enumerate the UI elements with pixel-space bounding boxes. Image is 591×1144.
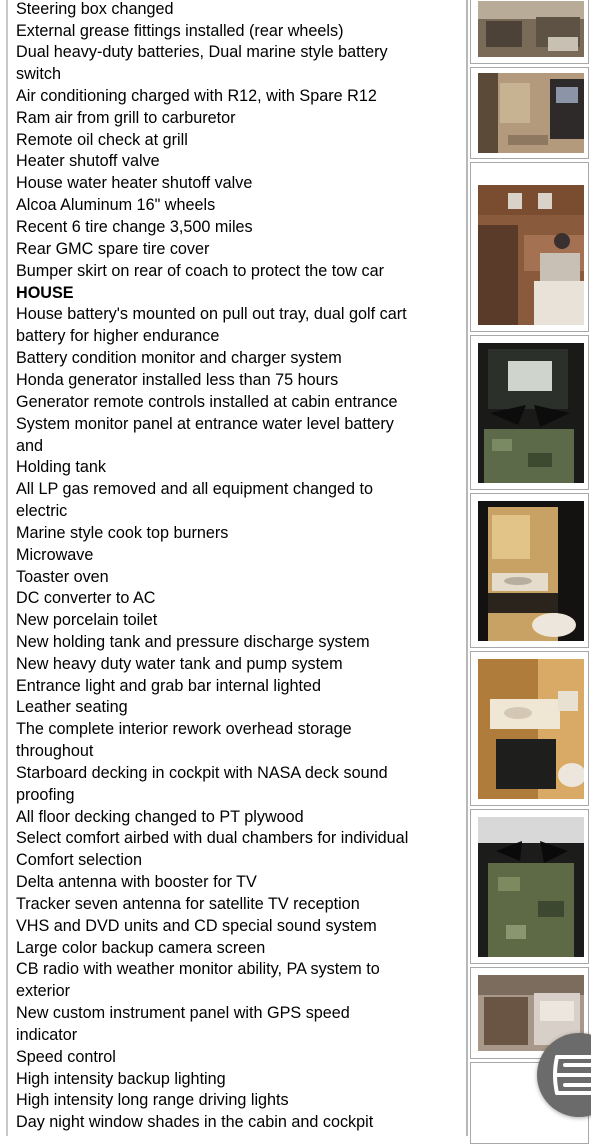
rv-interior-window-photo[interactable]	[478, 73, 584, 153]
feature-line: High intensity long range driving lights	[16, 1091, 289, 1109]
feature-line: Tracker seven antenna for satellite TV reception	[16, 895, 360, 913]
photo-column	[468, 0, 591, 1136]
photo-cell	[470, 651, 589, 806]
rv-kitchen-photo[interactable]	[478, 185, 584, 325]
feature-line: Dual heavy-duty batteries, Dual marine style battery	[16, 43, 388, 61]
rv-bathroom-photo[interactable]	[478, 501, 584, 641]
feature-line: House battery's mounted on pull out tray, dual golf cart	[16, 305, 407, 323]
feature-line: CB radio with weather monitor ability, PA system to	[16, 960, 380, 978]
reader-menu-icon	[551, 1051, 591, 1099]
feature-line: Heater shutoff valve	[16, 152, 160, 170]
photo-cell	[470, 162, 589, 332]
feature-line: and	[16, 437, 44, 455]
feature-line: VHS and DVD units and CD special sound system	[16, 917, 377, 935]
feature-line: All floor decking changed to PT plywood	[16, 808, 304, 826]
feature-line: Speed control	[16, 1048, 116, 1066]
feature-line: DC converter to AC	[16, 589, 156, 607]
feature-line: New custom instrument panel with GPS speed	[16, 1004, 350, 1022]
feature-line: throughout	[16, 742, 94, 760]
feature-line: Large color backup camera screen	[16, 939, 266, 957]
feature-line: Battery condition monitor and charger system	[16, 349, 342, 367]
feature-line: High intensity backup lighting	[16, 1070, 226, 1088]
photo-cell	[470, 809, 589, 964]
feature-line: switch	[16, 65, 61, 83]
feature-line: External grease fittings installed (rear wheels)	[16, 22, 344, 40]
rv-bedroom-photo[interactable]	[478, 343, 584, 483]
feature-line: Remote oil check at grill	[16, 131, 188, 149]
feature-line: Day night window shades in the cabin and cockpit	[16, 1113, 374, 1131]
feature-line: Alcoa Aluminum 16" wheels	[16, 196, 216, 214]
feature-line: Toaster oven	[16, 568, 109, 586]
feature-line: proofing	[16, 786, 75, 804]
feature-line: Rear GMC spare tire cover	[16, 240, 210, 258]
section-heading-house: HOUSE	[16, 284, 74, 302]
feature-line: Bumper skirt on rear of coach to protect the tow car	[16, 262, 384, 280]
feature-line: Delta antenna with booster for TV	[16, 873, 257, 891]
feature-line: Marine style cook top burners	[16, 524, 229, 542]
feature-line: Select comfort airbed with dual chambers for individual	[16, 829, 409, 847]
feature-line: Entrance light and grab bar internal lighted	[16, 677, 322, 695]
photo-cell	[470, 67, 589, 159]
feature-line: House water heater shutoff valve	[16, 174, 253, 192]
feature-line: Holding tank	[16, 458, 106, 476]
feature-line: Generator remote controls installed at cabin entrance	[16, 393, 398, 411]
rv-sink-toilet-photo[interactable]	[478, 659, 584, 799]
feature-line: Comfort selection	[16, 851, 142, 869]
feature-line: The complete interior rework overhead storage	[16, 720, 352, 738]
rv-cockpit-photo[interactable]	[478, 1, 584, 57]
rv-bed-photo[interactable]	[478, 817, 584, 957]
feature-line: Honda generator installed less than 75 hours	[16, 371, 339, 389]
feature-line: New porcelain toilet	[16, 611, 158, 629]
feature-line: System monitor panel at entrance water level battery	[16, 415, 394, 433]
feature-line: indicator	[16, 1026, 78, 1044]
feature-line: Microwave	[16, 546, 94, 564]
feature-line: Recent 6 tire change 3,500 miles	[16, 218, 253, 236]
feature-line: Starboard decking in cockpit with NASA deck sound	[16, 764, 388, 782]
photo-cell	[470, 335, 589, 490]
feature-line: All LP gas removed and all equipment changed to	[16, 480, 373, 498]
feature-line: electric	[16, 502, 68, 520]
feature-line: Air conditioning charged with R12, with Spare R12	[16, 87, 377, 105]
features-text-column	[8, 0, 468, 1136]
photo-cell	[470, 0, 589, 64]
photo-cell	[470, 493, 589, 648]
feature-line: New holding tank and pressure discharge system	[16, 633, 370, 651]
feature-line: Ram air from grill to carburetor	[16, 109, 236, 127]
feature-line: exterior	[16, 982, 70, 1000]
feature-line: Leather seating	[16, 698, 128, 716]
feature-line: New heavy duty water tank and pump system	[16, 655, 343, 673]
feature-line: Steering box changed	[16, 0, 174, 18]
feature-line: battery for higher endurance	[16, 327, 220, 345]
